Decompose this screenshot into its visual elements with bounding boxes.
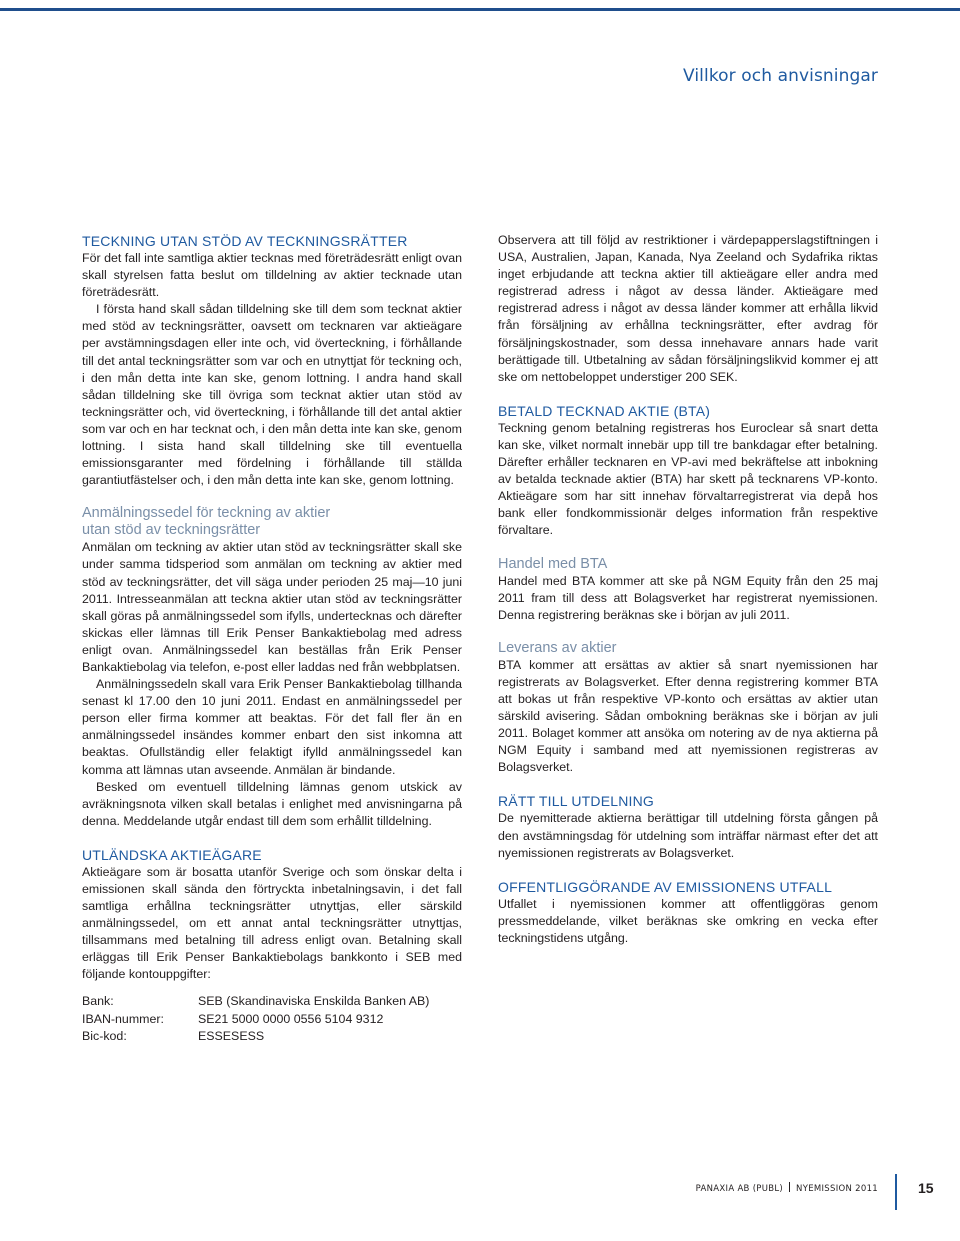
heading-betald-tecknad-aktie: BETALD TECKNAD AKTIE (BTA)	[498, 402, 711, 419]
heading-handel-med-bta: Handel med BTA	[498, 555, 608, 572]
paragraph: Handel med BTA kommer att ske på NGM Equity från den 25 maj 2011 fram till dess att Bolagsverket har registrerat nyemissionen. Denna registrering beräknas ske i början av juli 2011.	[498, 573, 878, 622]
paragraph: Anmälningssedeln skall vara Erik Penser Bankaktiebolag tillhanda senast kl 17.00 den 10 juni 2011. Endast en anmälningssedel per person eller firma kommer att beaktas. För det fall fler än en anmälningssedel insändes kommer enbart den sist inkomna att beaktas. Ofullständig eller felaktigt ifylld anmälningssedel kan komma att lämnas utan avseende. Anmälan är bindande.	[82, 677, 462, 777]
paragraph: Utfallet i nyemissionen kommer att offentliggöras genom pressmeddelande, vilket beräknas ske omkring en vecka efter teckningstidens utgång.	[498, 896, 878, 945]
paragraph: BTA kommer att ersättas av aktier så snart nyemissionen har registrerats av Bolagsverket. Efter denna registrering kommer BTA att bokas ut från respektive VP-konto och ersättas av aktier utan särskild avisering. Sådan ombokning beräknas ske i början av juli 2011. Bolaget kommer att ansöka om notering av de nya aktierna på NGM Equity i samband med att nyemissionen registreras av Bolagsverket.	[498, 657, 878, 775]
bank-value: ESSESESS	[198, 1029, 265, 1043]
paragraph: I första hand skall sådan tilldelning ske till dem som tecknat aktier med stöd av teckningsrätter, oavsett om tecknaren var aktieägare per avstämningsdagen eller inte och, vid överteckning, i förhållande till det antal teckningsrätter som var och en utnyttjat för teckning och, i den mån detta inte kan ske, genom lottning. I andra hand skall sådan tilldelning ske till övriga som tecknat aktier utan stöd av teckningsrätter och, vid överteckning, i förhållande till det antal aktier som var och en har tecknat och, i den mån detta inte kan ske, genom lottning. I sista hand skall tilldelning ske till eventuella emissionsgaranter med fördelning i förhållande till ställda garantiutfästelser och, i den mån detta inte kan ske, genom lottning.	[82, 302, 462, 488]
paragraph: De nyemitterade aktierna berättigar till utdelning första gången på den avstämningsdag för utdelning som inträffar närmast efter det att nyemissionen registrerats av Bolagsverket.	[498, 811, 878, 860]
heading-teckning-utan-stod: TECKNING UTAN STÖD AV TECKNINGSRÄTTER	[82, 233, 408, 249]
heading-offentliggorande: OFFENTLIGGÖRANDE AV EMISSIONENS UTFALL	[498, 878, 833, 895]
page-number-bar	[895, 1174, 897, 1210]
bank-row	[82, 1011, 429, 1029]
bank-label: Bic-kod:	[82, 1029, 127, 1043]
heading-line-2: utan stöd av teckningsrätter	[82, 522, 261, 539]
footer-text	[696, 1182, 878, 1194]
footer-document: NYEMISSION 2011	[796, 1184, 878, 1194]
right-column	[498, 232, 878, 947]
paragraph: Anmälan om teckning av aktier utan stöd av teckningsrätter skall ske under samma tidsperiod som anmälan om teckning av aktier med stöd av teckningsrätter, det vill säga under perioden 25 maj—10 juni 2011. Intresseanmälan att teckna aktier utan stöd av teckningsrätter skall göras på anmälningssedel som ifylls, undertecknas och därefter skickas eller lämnas till Erik Penser Bankaktiebolag med adress enligt ovan. Anmälningssedel kan beställas från Erik Penser Bankaktiebolag via telefon, e-post eller laddas ned från webbplatsen.	[82, 540, 462, 674]
bank-label: Bank:	[82, 994, 114, 1008]
heading-ratt-till-utdelning: RÄTT TILL UTDELNING	[498, 793, 655, 810]
heading-leverans-av-aktier: Leverans av aktier	[498, 639, 617, 656]
paragraph: Observera att till följd av restriktioner i värdepapperslagstiftningen i USA, Australien, Japan, Kanada, Nya Zeeland och Sydafrika riktas inget erbjudande att teckna aktier till aktieägare eller andra med registrerad adress i något av dessa länder. Aktieägare med registrerad adress i något av dessa länder kommer att erhålla likvid från försäljning av erhållna teckningsrätter, efter avdrag för försäljningskostnader, som dessa innehavare annars hade varit berättigade till. Utbetalning av sådan försäljningslikvid kommer ej att ske om nettobeloppet understiger 200 SEK.	[498, 233, 878, 384]
bank-row	[82, 993, 429, 1011]
footer-divider	[789, 1182, 790, 1192]
heading-anmalningssedel	[82, 505, 462, 539]
paragraph: Aktieägare som är bosatta utanför Sverige och som önskar delta i emissionen skall sända den förtryckta inbetalningsavin, i det fall samtliga erhållna teckningsrätter utnyttjas, eller särskild anmälningssedel, om ett annat antal teckningsrätter utnyttjas, tillsammans med betalning till adress enligt ovan. Betalning skall erläggas till Erik Penser Bankaktiebolags bankkonto i SEB med följande kontouppgifter:	[82, 864, 462, 982]
heading-line-1: Anmälningssedel för teckning av aktier	[82, 505, 331, 522]
top-rule	[0, 8, 960, 11]
bank-row	[82, 1028, 429, 1046]
paragraph: Besked om eventuell tilldelning lämnas genom utskick av avräkningsnota vilken skall betalas i enlighet med anvisningarna på denna. Meddelande utgår endast till dem som erhållit tilldelning.	[82, 779, 462, 828]
paragraph: För det fall inte samtliga aktier tecknas med företrädesrätt enligt ovan skall styrelsen fatta beslut om tilldelning av aktier tecknade utan företrädesrätt.	[82, 251, 462, 300]
left-column	[82, 232, 462, 984]
page-section-title: Villkor och anvisningar	[683, 66, 878, 86]
bank-value: SE21 5000 0000 0556 5104 9312	[198, 1011, 384, 1026]
bank-details	[82, 993, 429, 1046]
bank-value: SEB (Skandinaviska Enskilda Banken AB)	[198, 994, 430, 1008]
heading-utlandska-aktieagare: UTLÄNDSKA AKTIEÄGARE	[82, 846, 262, 863]
paragraph: Teckning genom betalning registreras hos Euroclear så snart detta kan ske, vilket normalt innebär upp till tre bankdagar efter betalning. Därefter erhåller tecknaren en VP-avi med bekräftelse att inbokning av betalda tecknade aktier (BTA) har skett på tecknarens VP-konto. Aktieägare som har sitt innehav förvaltarregistrerat via depå hos bank eller fondkommissionär delges information från respektive förvaltare.	[498, 420, 878, 538]
footer-company: PANAXIA AB (PUBL)	[695, 1184, 784, 1194]
page-number: 15	[918, 1180, 934, 1196]
page-footer	[0, 1172, 960, 1212]
bank-label: IBAN-nummer:	[82, 1011, 164, 1026]
